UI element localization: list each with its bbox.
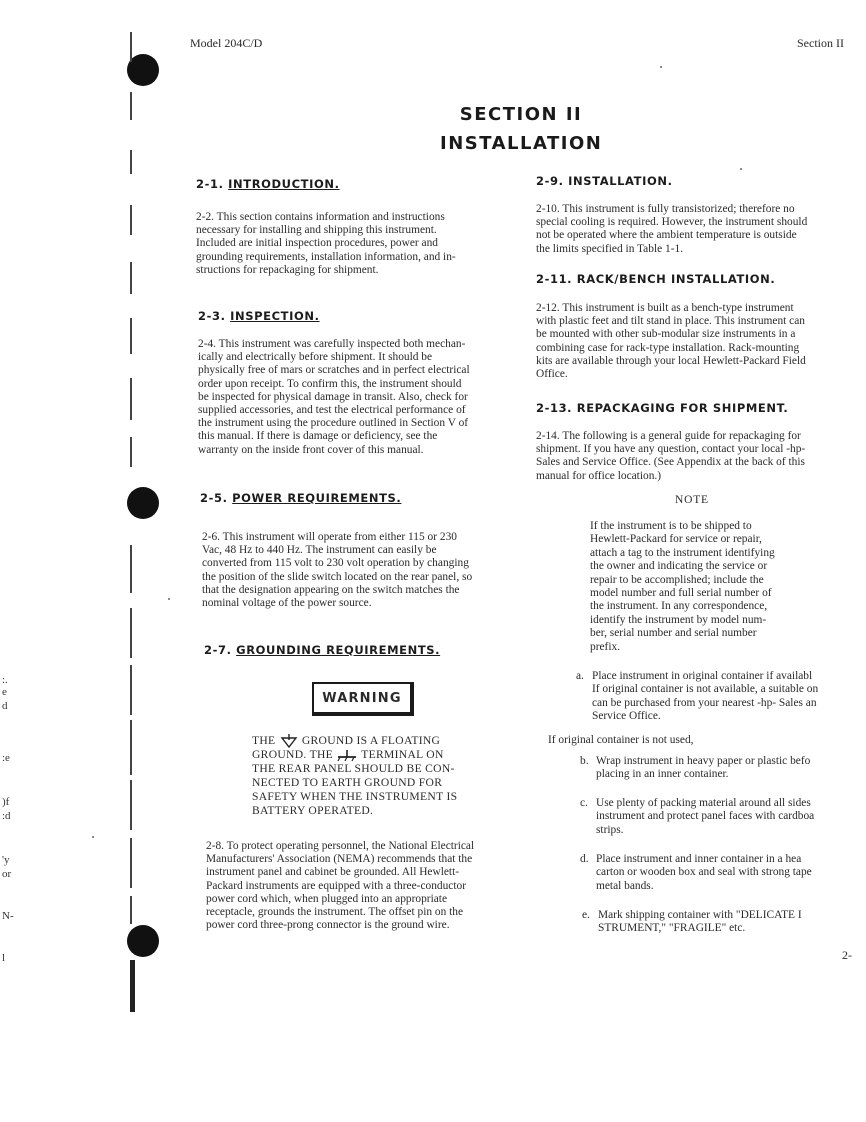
paragraph-2-6: 2-6. This instrument will operate from either 115 or 230 Vac, 48 Hz to 440 Hz. The instrument can easily be converted from 115 volt to 230 volt operation by changing the position of the slide switch located on the rear panel, so that the designation appearing on the switch matches the nominal voltage of the power source. (202, 531, 473, 610)
heading-installation (536, 174, 673, 188)
binder-mark (130, 92, 132, 120)
heading-text: REPACKAGING FOR SHIPMENT. (576, 401, 789, 415)
binder-mark (130, 896, 132, 924)
binder-mark (130, 780, 132, 830)
binder-hole-bottom (127, 925, 159, 957)
chassis-ground-icon (336, 750, 358, 762)
heading-rack-bench-installation (536, 272, 775, 286)
edge-fragment: :e (2, 752, 10, 764)
heading-number: 2-3. (198, 309, 226, 323)
heading-text: GROUNDING REQUIREMENTS. (236, 643, 441, 657)
paragraph-2-4: 2-4. This instrument was carefully inspected both mechan- ically and electrically before shipment. It should be physically free of mars or scratches and in perfect electrical order upon receipt. To confirm this, the instrument should be inspected for physical damage in transit. Also, check for supplied accessories, and test the electrical performance of the instrument using the procedure outlined in Section V of this manual. If there is damage or deficiency, see the warranty on the inside front cover of this manual. (198, 338, 470, 456)
list-item-c: c. Use plenty of packing material around all sides instrument and protect panel faces with cardboa strips. (580, 797, 815, 836)
binder-mark (130, 665, 132, 715)
heading-number: 2-7. (204, 643, 232, 657)
warning-text: THE GROUND IS A FLOATING GROUND. THE TERMINAL ON THE REAR PANEL SHOULD BE CON- NECTED TO EARTH GROUND FOR SAFETY WHEN THE INSTRUMENT IS BATTERY OPERATED. (252, 734, 458, 818)
edge-fragment: d (2, 700, 8, 712)
note-title: NOTE (675, 494, 709, 506)
edge-fragment: :. (2, 674, 8, 686)
heading-number: 2-9. (536, 174, 564, 188)
heading-inspection (198, 309, 320, 323)
paragraph-2-2: 2-2. This section contains information and instructions necessary for installing and shipping this instrument. Included are initial inspection procedures, power and grounding requirements, installation information, and in- structions for repackaging for shipment. (196, 211, 456, 276)
list-item-d: d. Place instrument and inner container in a hea carton or wooden box and seal with strong tape metal bands. (580, 853, 812, 892)
if-not-used-text: If original container is not used, (548, 734, 694, 746)
scan-speck (168, 598, 170, 600)
binder-mark (130, 262, 132, 294)
edge-fragment: or (2, 868, 12, 880)
binder-mark (130, 720, 132, 775)
heading-power-requirements (200, 491, 401, 505)
heading-text: POWER REQUIREMENTS. (232, 491, 402, 505)
header-section: Section II (797, 36, 844, 50)
edge-fragment: N- (2, 910, 14, 922)
heading-text: INSTALLATION. (568, 174, 673, 188)
heading-repackaging-for-shipment (536, 401, 788, 415)
list-item-b: b. Wrap instrument in heavy paper or plastic befo placing in an inner container. (580, 755, 811, 781)
binder-mark (130, 378, 132, 420)
floating-ground-icon (279, 734, 299, 748)
edge-fragment: )f (2, 796, 10, 808)
page-number: 2- (842, 948, 852, 962)
scan-speck (740, 168, 742, 170)
binder-mark (130, 32, 132, 62)
heading-text: INTRODUCTION. (228, 177, 340, 191)
heading-number: 2-5. (200, 491, 228, 505)
list-item-e: e. Mark shipping container with "DELICATE I STRUMENT," "FRAGILE" etc. (582, 909, 802, 935)
paragraph-2-14: 2-14. The following is a general guide for repackaging for shipment. If you have any question, contact your local -hp- Sales and Service Office. (See Appendix at the back of this manual for office location.) (536, 430, 806, 482)
edge-fragment: l (2, 952, 6, 964)
binder-mark (130, 150, 132, 174)
edge-fragment: 'y (2, 854, 10, 866)
scan-speck (660, 66, 662, 68)
heading-introduction (196, 177, 340, 191)
binder-hole-middle (127, 487, 159, 519)
binder-mark (130, 318, 132, 354)
binder-mark (130, 608, 132, 658)
binder-mark (130, 545, 132, 593)
heading-text: INSPECTION. (230, 309, 320, 323)
binder-mark (130, 960, 135, 1012)
heading-number: 2-11. (536, 272, 573, 286)
list-item-a: a. Place instrument in original container if availabl If original container is not available, a suitable on can be purchased from your nearest -hp- Sales an Service Office. (576, 670, 819, 723)
section-number: SECTION II (459, 104, 583, 125)
binder-mark (130, 205, 132, 235)
warning-label: WARNING (312, 682, 414, 716)
header-model: Model 204C/D (190, 36, 263, 50)
scan-speck (92, 836, 94, 838)
edge-fragment: e (2, 686, 7, 698)
heading-text: RACK/BENCH INSTALLATION. (576, 272, 776, 286)
note-body: If the instrument is to be shipped to Hewlett-Packard for service or repair, attach a tag to the instrument identifying the owner and indicating the service or repair to be accomplished; include the model number and full serial number of the instrument. In any correspondence, identify the instrument by model num- ber, serial number and serial number prefix. (590, 520, 775, 653)
heading-number: 2-1. (196, 177, 224, 191)
binder-mark (130, 838, 132, 888)
paragraph-2-12: 2-12. This instrument is built as a bench-type instrument with plastic feet and tilt stand in place. This instrument can be mounted with other sub-modular size instruments in a combining case for rack-type installation. Rack-mounting kits are available through your local Hewlett-Packard Field Office. (536, 302, 806, 381)
heading-number: 2-13. (536, 401, 573, 415)
edge-fragment: :d (2, 810, 11, 822)
binder-mark (130, 437, 132, 467)
paragraph-2-10: 2-10. This instrument is fully transistorized; therefore no special cooling is required. However, the instrument should not be operated where the ambient temperature is outside the limits specified in Table 1-1. (536, 203, 808, 255)
heading-grounding-requirements (204, 643, 440, 657)
section-title: INSTALLATION (440, 133, 603, 154)
paragraph-2-8: 2-8. To protect operating personnel, the National Electrical Manufacturers' Association (NEMA) recommends that the instrument panel and cabinet be grounded. All Hewlett- Packard instruments are equipped with a three-conductor power cord which, when plugged into an appropriate receptacle, grounds the instrument. The offset pin on the power cord three-prong connector is the ground wire. (206, 840, 475, 932)
